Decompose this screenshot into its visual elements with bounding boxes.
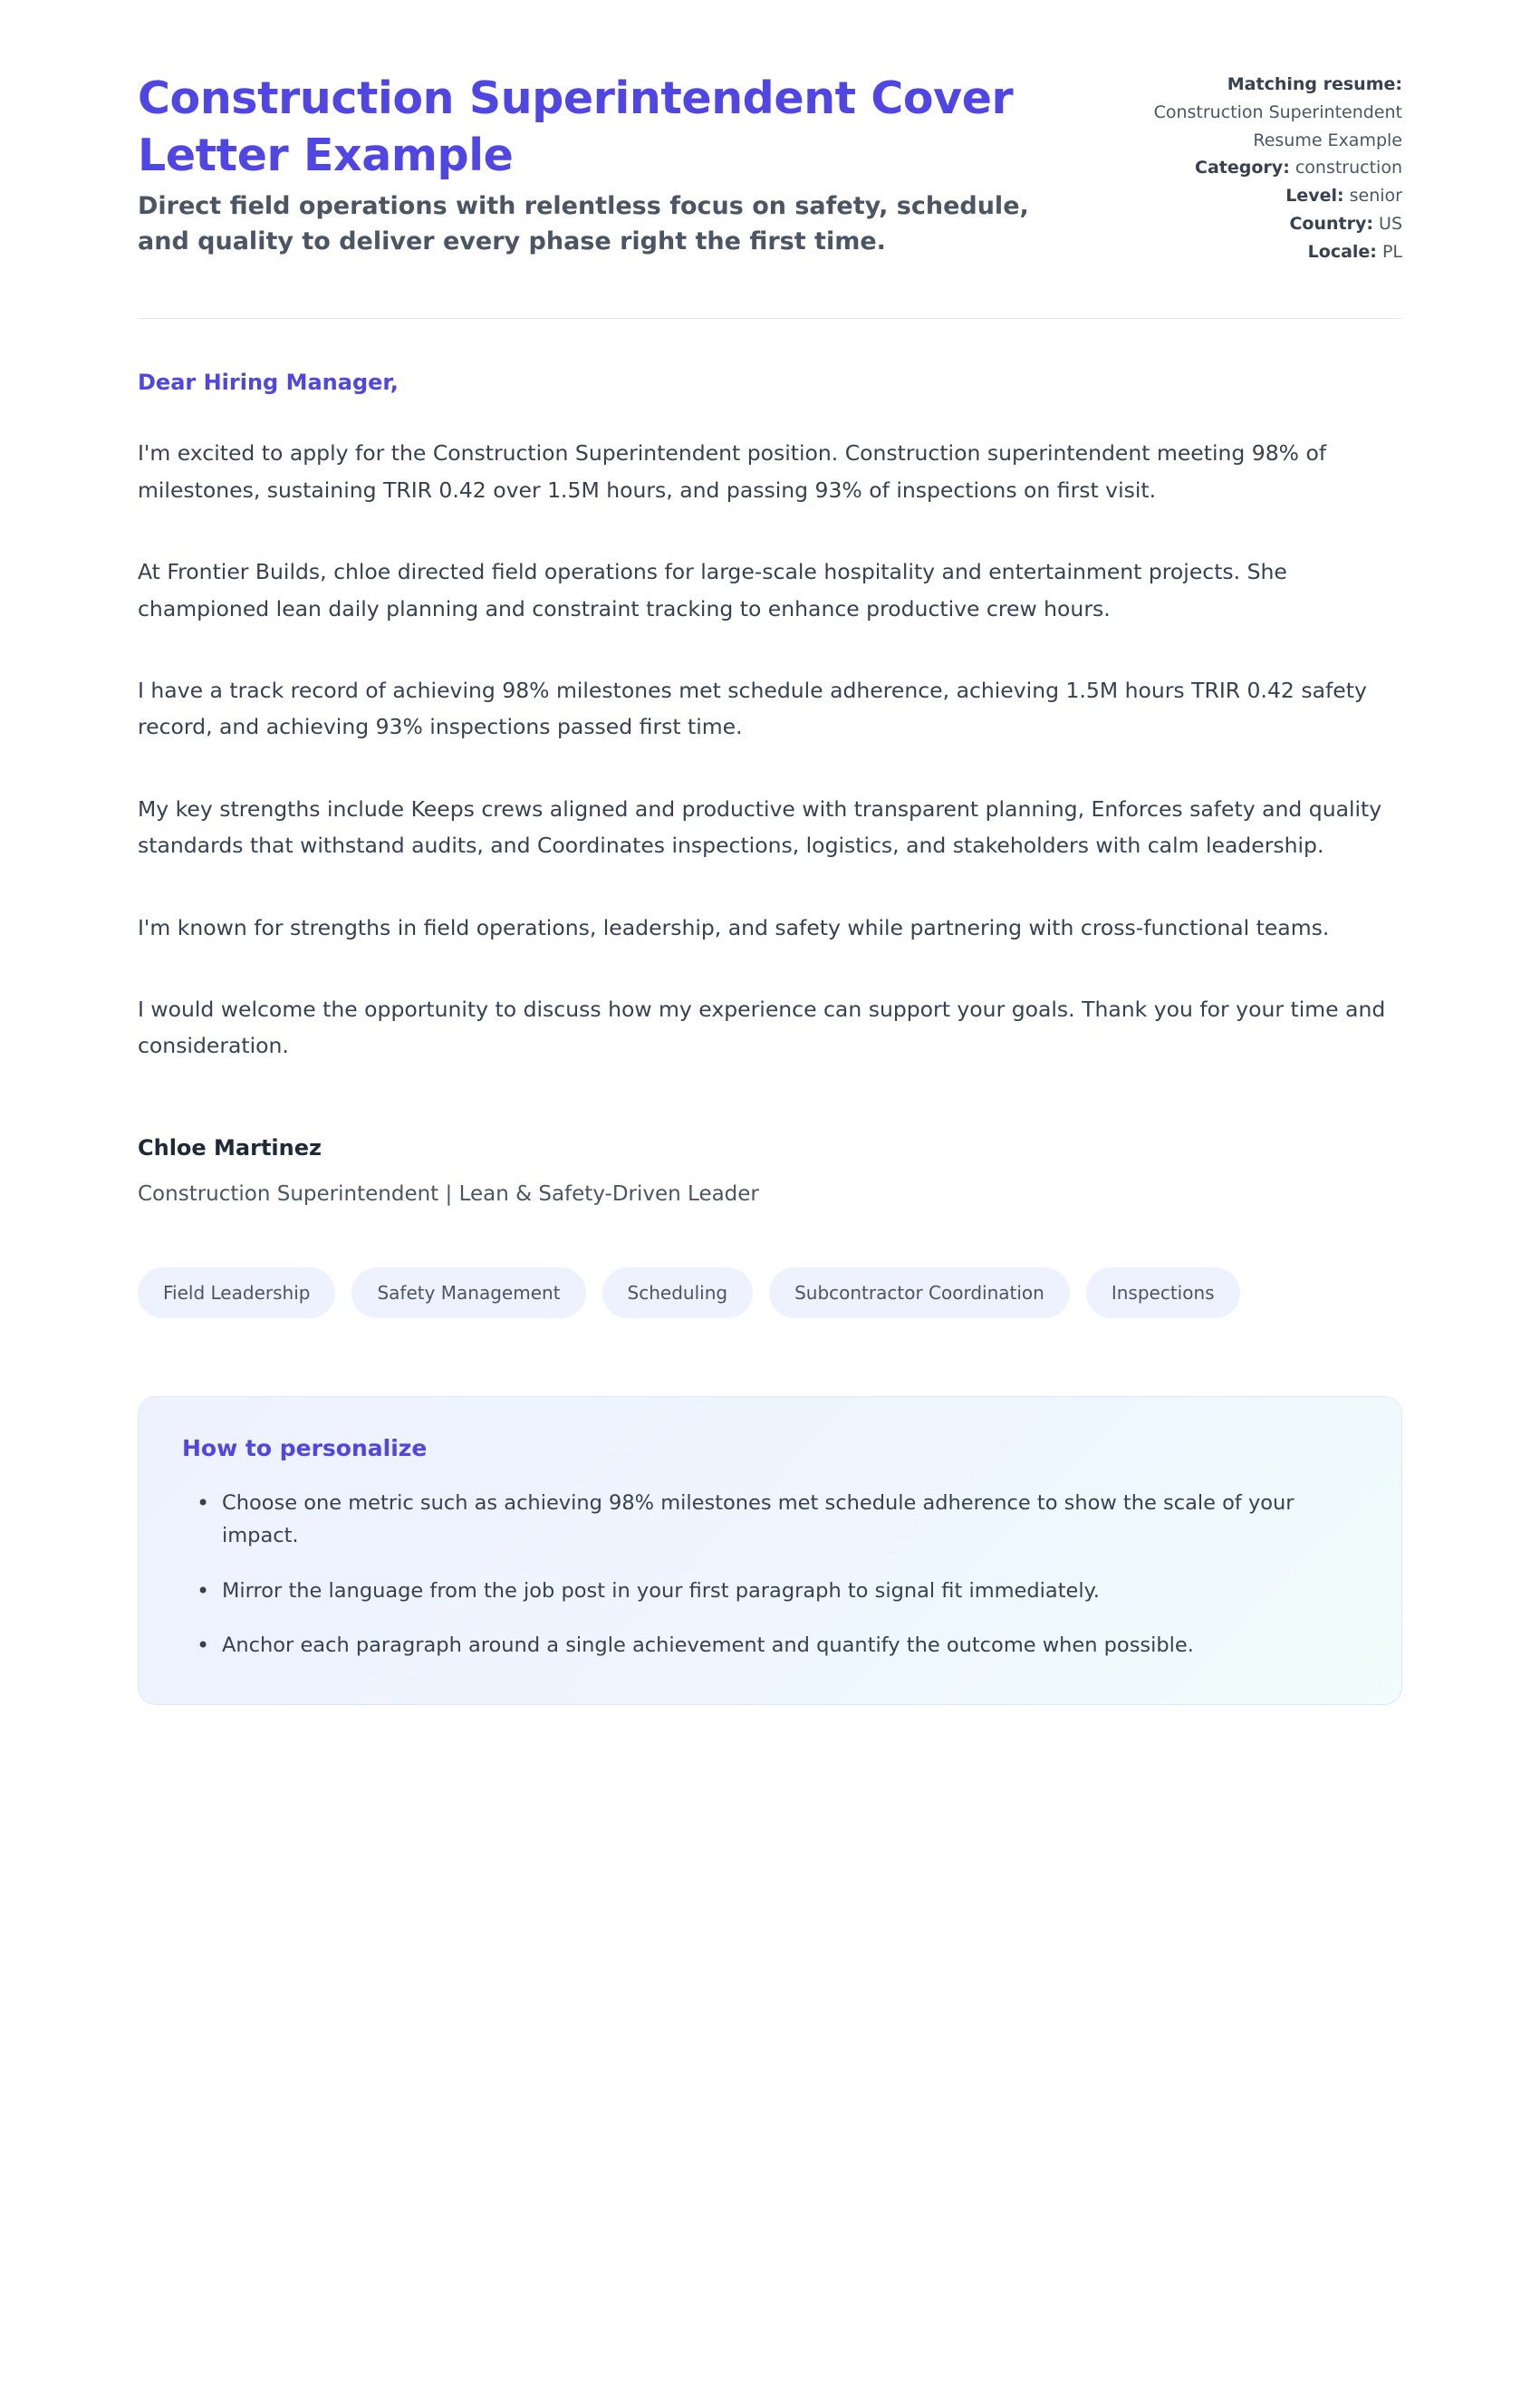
callout-title: How to personalize: [182, 1434, 428, 1461]
callout-list-item: • Anchor each paragraph around a single achievement and quantify the outcome when possible.: [218, 1629, 1358, 1662]
meta-country-label: Country:: [1289, 213, 1373, 234]
skill-chip: Subcontractor Coordination: [769, 1267, 1070, 1318]
signature-name: Chloe Martinez: [138, 1134, 322, 1161]
skill-chip: Field Leadership: [138, 1267, 335, 1318]
header-text-block: [138, 71, 1044, 260]
letter-body: [138, 319, 1402, 1205]
letter-paragraph: I have a track record of achieving 98% milestones met schedule adherence, achieving 1.5M hours TRIR 0.42 safety record, and achieving 93% inspections passed first time.: [138, 677, 1367, 740]
callout-list-item: • Choose one metric such as achieving 98% milestones met schedule adherence to show the scale of your impact.: [218, 1487, 1358, 1553]
meta-country: [1131, 210, 1402, 238]
meta-level-label: Level:: [1285, 186, 1344, 207]
meta-category-label: Category:: [1195, 158, 1290, 178]
personalize-callout: [138, 1396, 1402, 1705]
meta-locale-label: Locale:: [1307, 241, 1377, 262]
meta-level-value: senior: [1349, 186, 1402, 207]
skill-chip: Inspections: [1086, 1267, 1240, 1318]
document-header: [138, 71, 1402, 265]
letter-salutation: Dear Hiring Manager,: [138, 370, 399, 396]
skill-chip: Scheduling: [602, 1267, 754, 1318]
letter-paragraph: I'm excited to apply for the Construction Superintendent position. Construction superintendent meeting 98% of milestones, sustaining TRIR 0.42 over 1.5M hours, and passing 93% of inspections on first visit.: [138, 440, 1327, 503]
meta-country-value: US: [1379, 213, 1402, 234]
meta-category-value: construction: [1295, 158, 1402, 178]
meta-locale-value: PL: [1381, 241, 1402, 262]
skill-chip-list: [138, 1267, 1402, 1318]
meta-category: [1131, 154, 1402, 182]
callout-list: [182, 1487, 1358, 1662]
document-meta: [1131, 71, 1402, 265]
letter-paragraph: At Frontier Builds, chloe directed field operations for large-scale hospitality and entertainment projects. She championed lean daily planning and constraint tracking to enhance productive crew hours.: [138, 559, 1287, 621]
skill-chip: Safety Management: [351, 1267, 585, 1318]
letter-signature: [138, 1135, 1402, 1206]
signature-role: Construction Superintendent | Lean & Safety-Driven Leader: [138, 1181, 759, 1206]
meta-matching-resume-value: Construction Superintendent Resume Example: [1153, 101, 1402, 150]
page-title: Construction Superintendent Cover Letter Example: [138, 72, 1014, 181]
meta-matching-resume-label: Matching resume:: [1227, 74, 1402, 94]
meta-matching-resume: [1131, 71, 1402, 154]
letter-paragraph: My key strengths include Keeps crews aligned and productive with transparent planning, Enforces safety and quality standards that withstand audits, and Coordinates inspections, logistics, and stakeholders with calm leadership.: [138, 795, 1382, 859]
letter-paragraph: I would welcome the opportunity to discuss how my experience can support your goals. Thank you for your time and consideration.: [138, 997, 1386, 1059]
meta-locale: [1131, 238, 1402, 266]
page-subtitle: Direct field operations with relentless focus on safety, schedule, and quality to deliver every phase right the first time.: [138, 192, 1029, 256]
meta-level: [1131, 182, 1402, 210]
letter-paragraph: I'm known for strengths in field operations, leadership, and safety while partnering with cross-functional teams.: [138, 914, 1330, 940]
callout-list-item: • Mirror the language from the job post in your first paragraph to signal fit immediately.: [218, 1575, 1358, 1607]
